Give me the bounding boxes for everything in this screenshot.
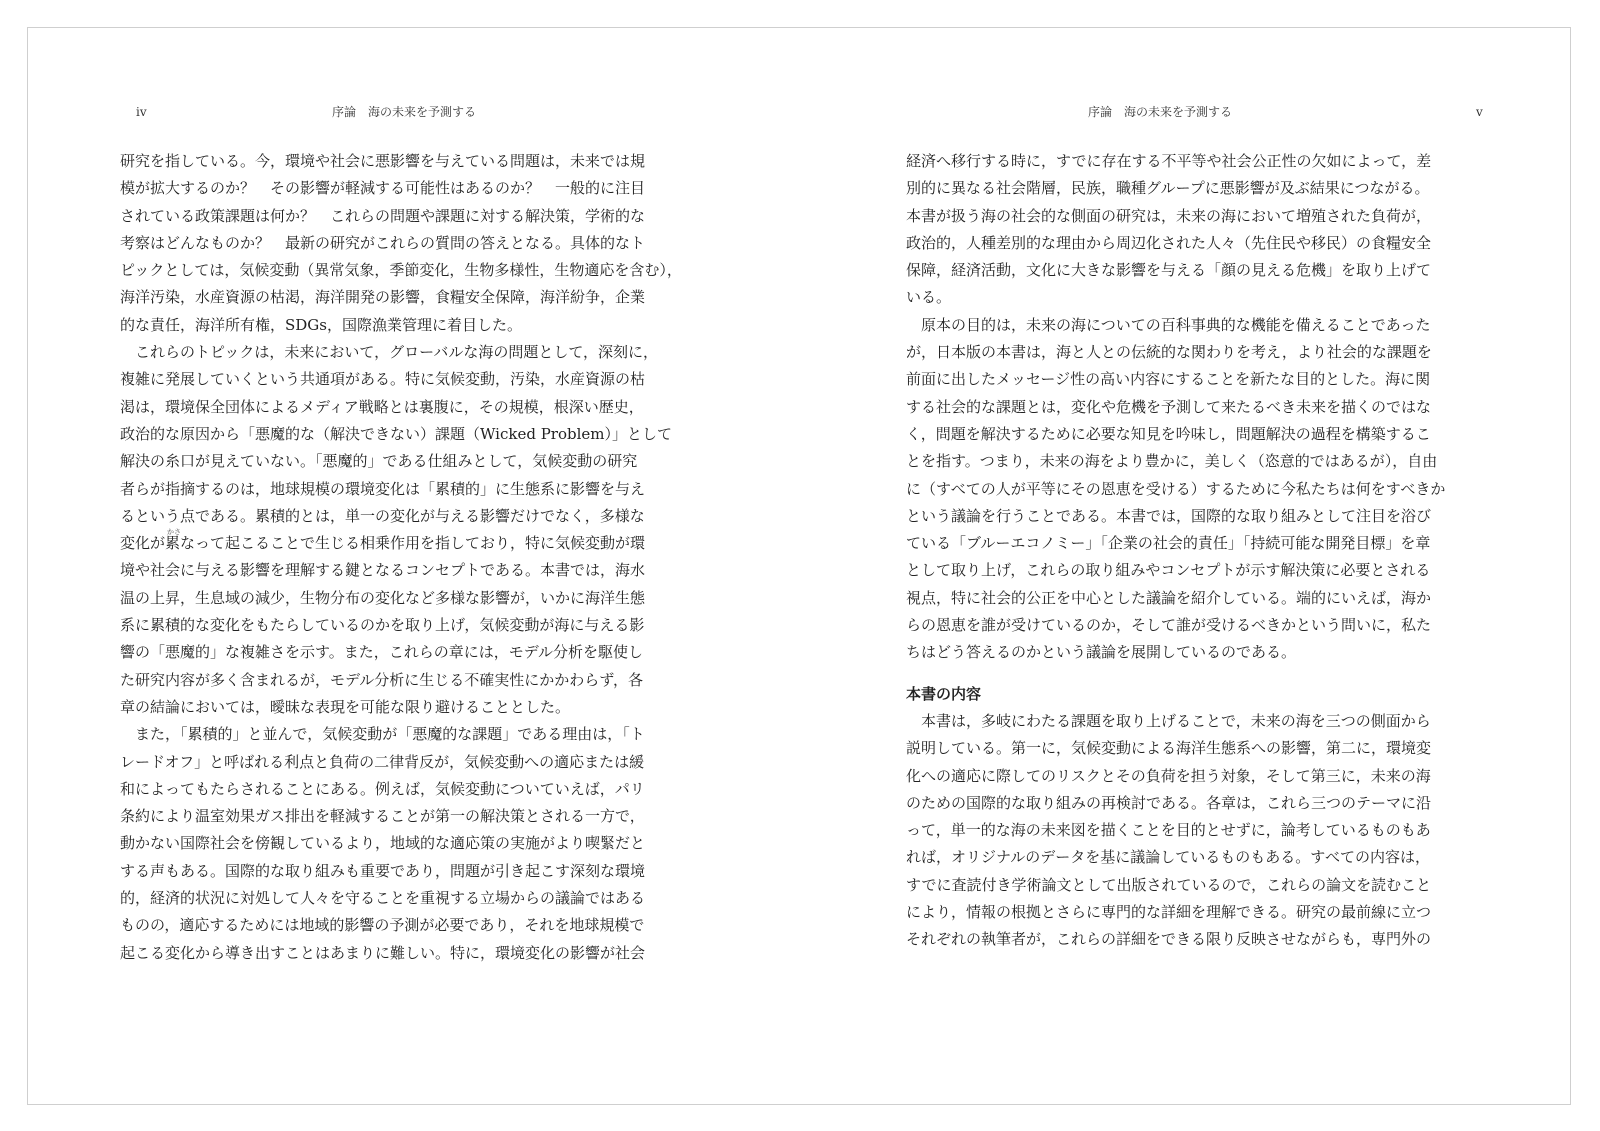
left-body-text	[120, 148, 705, 967]
text-line: が，日本版の本書は，海と人との伝統的な関わりを考え，より社会的な課題を	[906, 343, 1432, 362]
text-line: 経済へ移行する時に，すでに存在する不平等や社会公正性の欠如によって，差	[906, 152, 1432, 170]
text-line: 政治的，人種差別的な理由から周辺化された人々（先住民や移民）の食糧安全	[906, 233, 1432, 252]
text-line: って，単一的な海の未来図を描くことを目的とせずに，論考しているものもあ	[906, 821, 1431, 840]
text-line: 者らが指摘するのは，地球規模の環境変化は「累積的」に生態系に影響を与え	[120, 479, 646, 498]
text-line: れば，オリジナルのデータを基に議論しているものもある。すべての内容は，	[906, 848, 1430, 867]
running-head-right: 序論 海の未来を予測する	[1088, 105, 1233, 119]
right-body-text	[906, 148, 1486, 954]
text-line: という議論を行うことである。本書では，国際的な取り組みとして注目を浴び	[906, 506, 1432, 525]
text-line: た研究内容が多く含まれるが，モデル分析に生じる不確実性にかかわらず，各	[120, 670, 644, 689]
text-line: 海洋汚染，水産資源の枯渇，海洋開発の影響，食糧安全保障，海洋紛争，企業	[120, 288, 646, 307]
text-line: 本書は，多岐にわたる課題を取り上げることで，未来の海を三つの側面から	[921, 711, 1431, 730]
text-line: 起こる変化から導き出すことはあまりに難しい。特に，環境変化の影響が社会	[120, 943, 646, 962]
text-line: 系に累積的な変化をもたらしているのかを取り上げ，気候変動が海に与える影	[120, 616, 645, 635]
text-line: 温の上昇，生息域の減少，生物分布の変化など多様な影響が，いかに海洋生態	[120, 588, 646, 607]
text-line: に（すべての人が平等にその恩恵を受ける）するために今私たちは何をすべきか	[906, 479, 1446, 498]
text-line: これらのトピックは，未来において，グローバルな海の問題として，深刻に，	[135, 343, 659, 362]
text-line: 的な責任，海洋所有権，SDGs，国際漁業管理に着目した。	[120, 315, 522, 334]
text-line: 条約により温室効果ガス排出を軽減することが第一の解決策とされる一方で，	[120, 807, 645, 826]
text-line: すでに査読付き学術論文として出版されているので，これらの論文を読むこと	[906, 875, 1432, 894]
text-line: 動かない国際社会を傍観しているより，地域的な適応策の実施がより喫緊だと	[120, 834, 646, 853]
text-line: 化への適応に際してのリスクとその負荷を担う対象，そして第三に，未来の海	[906, 766, 1431, 785]
ruby-annotation: かさ	[167, 528, 181, 536]
text-line: 境や社会に与える影響を理解する鍵となるコンセプトである。本書では，海水	[120, 561, 646, 580]
text-line: 保障，経済活動，文化に大きな影響を与える「顔の見える危機」を取り上げて	[906, 261, 1432, 280]
text-line: 説明している。第一に，気候変動による海洋生態系への影響，第二に，環境変	[906, 739, 1432, 758]
text-line: ちはどう答えるのかという議論を展開しているのである。	[906, 643, 1297, 662]
text-line: 研究を指している。今，環境や社会に悪影響を与えている問題は，未来では規	[120, 152, 646, 170]
text-line: く，問題を解決するために必要な知見を吟味し，問題解決の過程を構築するこ	[906, 424, 1431, 443]
text-line: 複雑に発展していくという共通項がある。特に気候変動，汚染，水産資源の枯	[120, 370, 646, 389]
text-line: 的，経済的状況に対処して人々を守ることを重視する立場からの議論ではある	[120, 889, 646, 908]
text-line: 模が拡大するのか？ その影響が軽減する可能性はあるのか？ 一般的に注目	[120, 179, 646, 198]
text-line: 和によってもたらされることにある。例えば，気候変動についていえば，パリ	[120, 779, 645, 798]
text-line: 視点，特に社会的公正を中心とした議論を紹介している。端的にいえば，海か	[906, 588, 1432, 607]
right-page	[800, 28, 1572, 1104]
text-line: 渇は，環境保全団体によるメディア戦略とは裏腹に，その規模，根深い歴史，	[120, 397, 644, 416]
text-line: ものの，適応するためには地域的影響の予測が必要であり，それを地球規模で	[120, 916, 645, 935]
text-line: 章の結論においては，曖昧な表現を可能な限り避けることとした。	[120, 697, 571, 716]
section-heading: 本書の内容	[906, 684, 982, 703]
text-line: 響の「悪魔的」な複雑さを示す。また，これらの章には，モデル分析を駆使し	[120, 643, 644, 662]
text-line: 前面に出したメッセージ性の高い内容にすることを新たな目的とした。海に関	[906, 370, 1431, 389]
text-line: 解決の糸口が見えていない。「悪魔的」である仕組みとして，気候変動の研究	[120, 452, 638, 471]
book-spread	[27, 27, 1571, 1105]
text-line: とを指す。つまり，未来の海をより豊かに，美しく（恣意的ではあるが），自由	[906, 452, 1438, 471]
text-line: 別的に異なる社会階層，民族，職種グループに悪影響が及ぶ結果につながる。	[906, 179, 1430, 198]
running-head-left: 序論 海の未来を予測する	[332, 105, 477, 119]
page-number-right: v	[1476, 105, 1483, 119]
text-line: により，情報の根拠とさらに専門的な詳細を理解できる。研究の最前線に立つ	[906, 903, 1432, 922]
text-line: 考察はどんなものか？ 最新の研究がこれらの質問の答えとなる。具体的なト	[120, 233, 646, 252]
text-line: 本書が扱う海の社会的な側面の研究は，未来の海において増殖された負荷が，	[906, 206, 1432, 225]
text-line: されている政策課題は何か？ これらの問題や課題に対する解決策，学術的な	[120, 206, 646, 225]
text-line: のための国際的な取り組みの再検討である。各章は，これら三つのテーマに沿	[906, 793, 1432, 812]
text-line: レードオフ」と呼ばれる利点と負荷の二律背反が，気候変動への適応または緩	[120, 752, 645, 771]
text-line: 変化が累なって起こることで生じる相乗作用を指しており，特に気候変動が環	[120, 534, 646, 553]
text-line: ている「ブルーエコノミー」「企業の社会的責任」「持続可能な開発目標」を章	[906, 534, 1431, 553]
text-line: する社会的な課題とは，変化や危機を予測して来たるべき未来を描くのではな	[906, 397, 1432, 416]
text-line: 原本の目的は，未来の海についての百科事典的な機能を備えることであった	[921, 315, 1431, 334]
page-number-left: iv	[136, 105, 147, 119]
text-line: るという点である。累積的とは，単一の変化が与える影響だけでなく，多様な	[120, 506, 645, 525]
text-line: 政治的な原因から「悪魔的な（解決できない）課題（Wicked Problem）」として	[120, 424, 672, 443]
text-line: らの恩恵を誰が受けているのか，そして誰が受けるべきかという問いに，私た	[906, 616, 1432, 635]
text-line: として取り上げ，これらの取り組みやコンセプトが示す解決策に必要とされる	[906, 561, 1431, 580]
text-line: また，「累積的」と並んで，気候変動が「悪魔的な課題」である理由は，「ト	[135, 725, 645, 744]
text-line: それぞれの執筆者が，これらの詳細をできる限り反映させながらも，専門外の	[906, 930, 1432, 949]
left-page	[28, 28, 800, 1104]
text-line: ピックとしては，気候変動（異常気象，季節変化，生物多様性，生物適応を含む），	[120, 261, 682, 280]
text-line: する声もある。国際的な取り組みも重要であり，問題が引き起こす深刻な環境	[120, 861, 646, 880]
text-line: いる。	[906, 288, 952, 307]
